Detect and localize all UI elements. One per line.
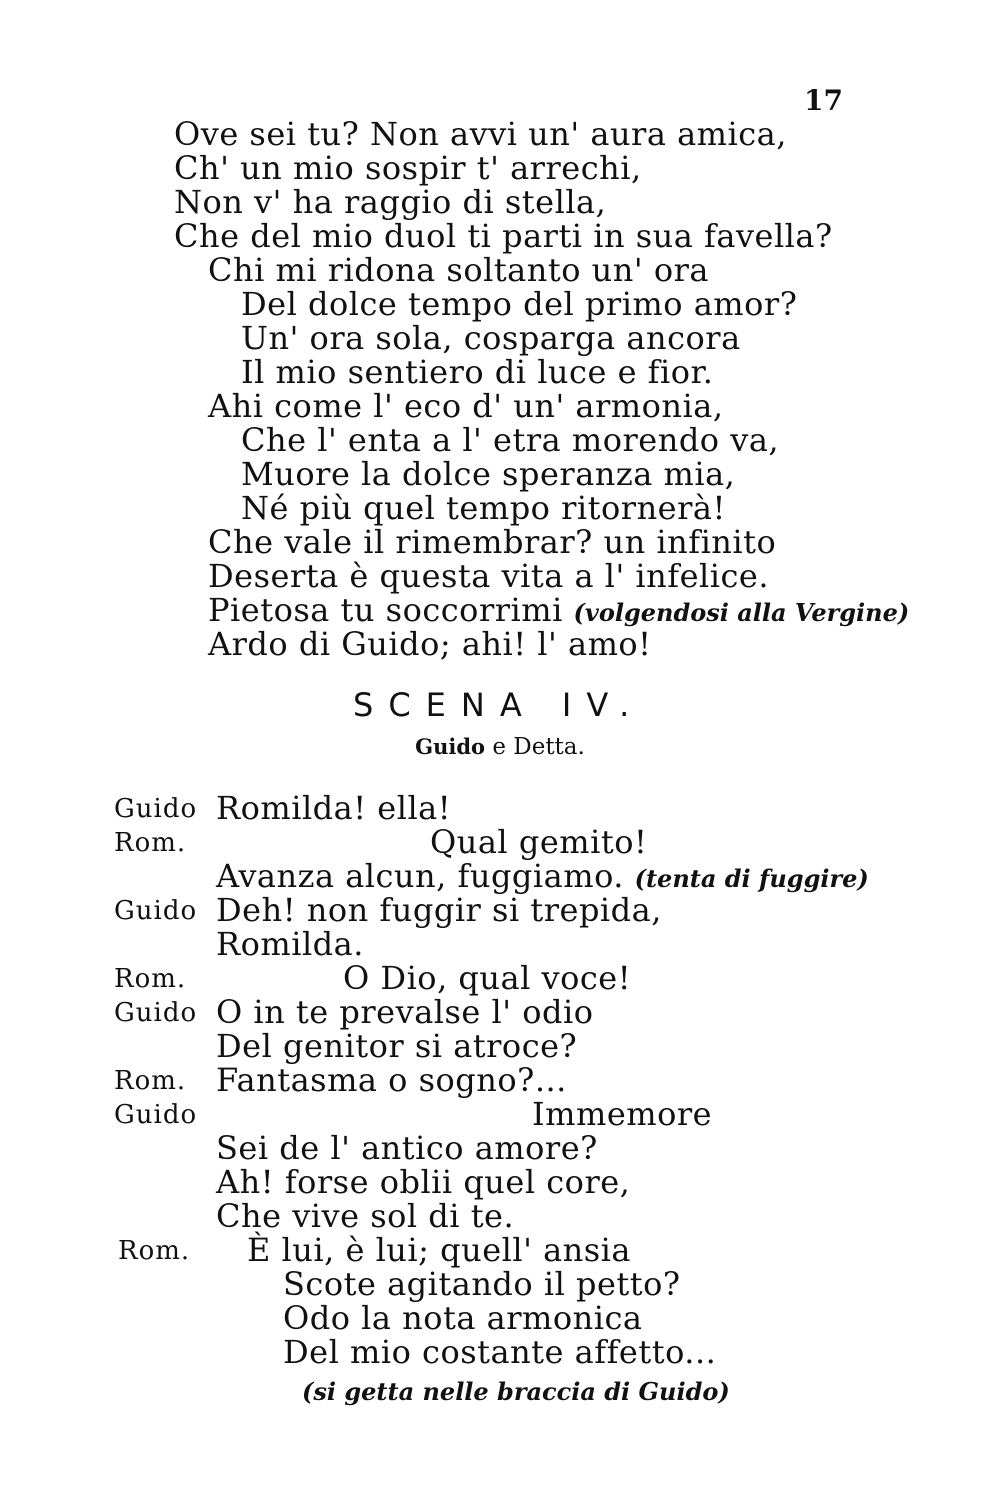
verse-line: Ove sei tu? Non avvi un' aura amica,	[174, 115, 787, 153]
verse-line: Fantasma o sogno?...	[216, 1061, 567, 1099]
verse-line: Il mio sentiero di luce e fior.	[241, 353, 714, 391]
speaker-label: Rom.	[118, 1236, 191, 1266]
verse-line: È lui, è lui; quell' ansia	[247, 1231, 631, 1269]
verse-line: Che vale il rimembrar? un infinito	[208, 523, 777, 561]
verse-line: Ah! forse oblii quel core,	[216, 1163, 631, 1201]
verse-line: O in te prevalse l' odio	[216, 993, 594, 1031]
verse-line: Sei de l' antico amore?	[216, 1129, 598, 1167]
verse-line: Del dolce tempo del primo amor?	[241, 285, 798, 323]
verse-line: Ardo di Guido; ahi! l' amo!	[208, 625, 652, 663]
speaker-label: Rom.	[114, 1066, 187, 1096]
speaker-label: Guido	[114, 1100, 198, 1130]
verse-line: Del mio costante affetto...	[283, 1333, 717, 1371]
verse-text: Pietosa tu soccorrimi	[208, 591, 563, 629]
verse-text: Avanza alcun, fuggiamo.	[216, 857, 624, 895]
verse-line: Un' ora sola, cosparga ancora	[241, 319, 741, 357]
verse-line: O Dio, qual voce!	[343, 959, 632, 997]
verse-line: Ch' un mio sospir t' arrechi,	[174, 149, 642, 187]
verse-line: Che vive sol di te.	[216, 1197, 515, 1235]
verse-line: Chi mi ridona soltanto un' ora	[208, 251, 709, 289]
speaker-label: Guido	[114, 998, 198, 1028]
stage-direction: (tenta di fuggire)	[634, 864, 869, 893]
speaker-label: Rom.	[114, 828, 187, 858]
verse-line: Muore la dolce speranza mia,	[241, 455, 736, 493]
stage-direction: (volgendosi alla Vergine)	[573, 598, 910, 627]
stage-direction: (si getta nelle braccia di Guido)	[302, 1377, 730, 1406]
verse-line: Romilda.	[216, 925, 364, 963]
character-name: Guido	[415, 734, 486, 759]
verse-line: Che l' enta a l' etra morendo va,	[241, 421, 780, 459]
verse-line: Odo la nota armonica	[283, 1299, 643, 1337]
scene-heading: SCENA IV.	[353, 686, 645, 724]
character-rest: e Detta.	[492, 734, 585, 760]
verse-line: Qual gemito!	[430, 823, 648, 861]
verse-line: Romilda! ella!	[216, 789, 452, 827]
verse-line: Deh! non fuggir si trepida,	[216, 891, 662, 929]
verse-line: Né più quel tempo ritornerà!	[241, 489, 726, 527]
verse-line: Deserta è questa vita a l' infelice.	[208, 557, 770, 595]
verse-line: Del genitor si atroce?	[216, 1027, 578, 1065]
verse-line: Che del mio duol ti parti in sua favella?	[174, 217, 833, 255]
speaker-label: Rom.	[114, 964, 187, 994]
speaker-label: Guido	[114, 794, 198, 824]
verse-line: Scote agitando il petto?	[283, 1265, 681, 1303]
page-number: 17	[804, 84, 843, 117]
verse-line: Non v' ha raggio di stella,	[174, 183, 607, 221]
verse-line: Ahi come l' eco d' un' armonia,	[208, 387, 724, 425]
scene-characters	[0, 734, 1000, 760]
verse-line: Immemore	[532, 1095, 713, 1133]
speaker-label: Guido	[114, 896, 198, 926]
